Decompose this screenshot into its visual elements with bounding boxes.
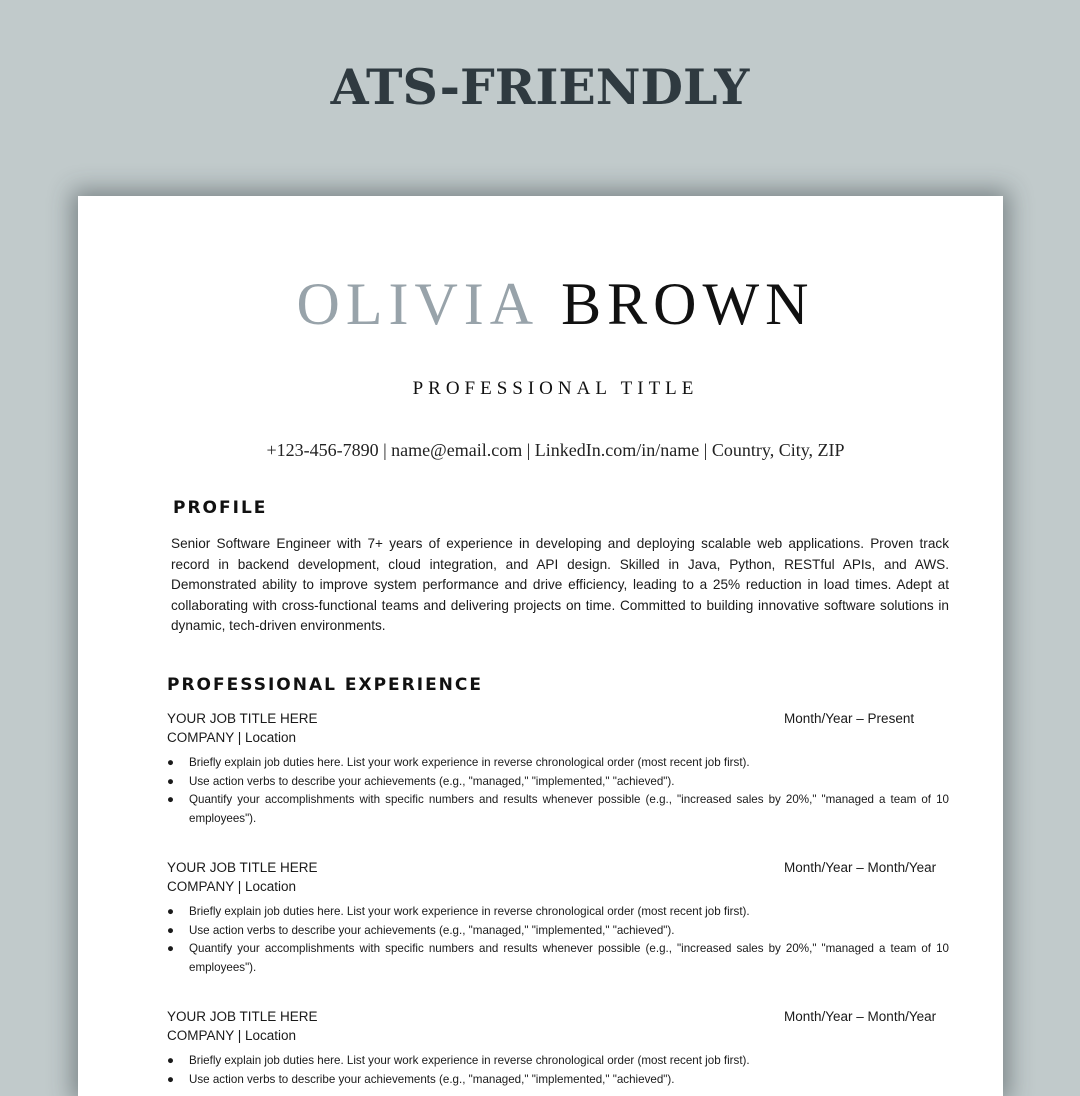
bullet-dot: ● bbox=[167, 942, 175, 956]
job-dates: Month/Year – Month/Year bbox=[784, 1009, 937, 1024]
first-name: OLIVIA bbox=[296, 271, 540, 337]
job-dates: Month/Year – Month/Year bbox=[784, 860, 937, 875]
contact-line: +123-456-7890 | name@email.com | LinkedIn.com/in/name | Country, City, ZIP bbox=[266, 440, 845, 460]
bullet-text: Briefly explain job duties here. List your work experience in reverse chronological order (most recent job first). bbox=[189, 905, 750, 918]
bullet-item bbox=[167, 791, 949, 828]
job-title: YOUR JOB TITLE HERE bbox=[167, 860, 318, 875]
job-header bbox=[167, 1007, 949, 1026]
bullet-text: Use action verbs to describe your achievements (e.g., "managed," "implemented," "achieved"). bbox=[189, 923, 675, 937]
bullet-text: Use action verbs to describe your achievements (e.g., "managed," "implemented," "achieved"). bbox=[189, 774, 675, 788]
job-header bbox=[167, 858, 949, 877]
job-title: YOUR JOB TITLE HERE bbox=[167, 711, 318, 726]
bullet-dot: ● bbox=[167, 1072, 175, 1086]
bullet-dot: ● bbox=[167, 1054, 175, 1067]
bullet-text: Quantify your accomplishments with specific numbers and results whenever possible (e.g., "increased sales by 20%," "managed a team of 10 employees"). bbox=[189, 793, 949, 825]
bullet-dot: ● bbox=[167, 923, 175, 937]
last-name: BROWN bbox=[561, 271, 815, 337]
candidate-name bbox=[78, 271, 1003, 337]
job-bullets bbox=[167, 754, 949, 828]
profile-summary: Senior Software Engineer with 7+ years of experience in developing and deploying scalable web applications. Proven track record in backend development, cloud integration, and API design. Skilled in Java, Python, RESTful APIs, and AWS. Demonstrated ability to improve system performance and drive efficiency, leading to a 25% reduction in load times. Adept at collaborating with cross-functional teams and delivering projects on time. Committed to building innovative software solutions in dynamic, tech-driven environments. bbox=[171, 536, 949, 633]
job-entry bbox=[167, 709, 949, 828]
bullet-dot: ● bbox=[167, 793, 175, 807]
bullet-item bbox=[167, 922, 949, 941]
job-company: COMPANY | Location bbox=[167, 730, 297, 745]
bullet-item bbox=[167, 773, 949, 792]
job-bullets bbox=[167, 903, 949, 977]
job-dates: Month/Year – Present bbox=[784, 711, 915, 726]
bullet-item bbox=[167, 1052, 949, 1071]
bullet-dot: ● bbox=[167, 756, 175, 769]
bullet-dot: ● bbox=[167, 905, 175, 918]
job-bullets bbox=[167, 1052, 949, 1089]
bullet-text: Use action verbs to describe your achievements (e.g., "managed," "implemented," "achieved"). bbox=[189, 1072, 675, 1086]
job-title: YOUR JOB TITLE HERE bbox=[167, 1009, 318, 1024]
resume-page bbox=[78, 196, 1003, 1096]
banner-title: ATS-FRIENDLY bbox=[330, 58, 750, 116]
job-entry bbox=[167, 858, 949, 977]
experience-heading: PROFESSIONAL EXPERIENCE bbox=[167, 675, 483, 695]
job-header bbox=[167, 709, 949, 728]
bullet-text: Quantify your accomplishments with specific numbers and results whenever possible (e.g., "increased sales by 20%," "managed a team of 10 employees"). bbox=[189, 942, 949, 974]
professional-title: PROFESSIONAL TITLE bbox=[412, 378, 699, 399]
job-company: COMPANY | Location bbox=[167, 1028, 297, 1043]
bullet-text: Briefly explain job duties here. List your work experience in reverse chronological order (most recent job first). bbox=[189, 1054, 750, 1067]
bullet-item bbox=[167, 754, 949, 773]
bullet-item bbox=[167, 903, 949, 922]
job-entry bbox=[167, 1007, 949, 1089]
profile-heading: PROFILE bbox=[173, 498, 268, 518]
bullet-item bbox=[167, 940, 949, 977]
job-company: COMPANY | Location bbox=[167, 879, 297, 894]
bullet-dot: ● bbox=[167, 774, 175, 788]
bullet-text: Briefly explain job duties here. List your work experience in reverse chronological order (most recent job first). bbox=[189, 756, 750, 769]
